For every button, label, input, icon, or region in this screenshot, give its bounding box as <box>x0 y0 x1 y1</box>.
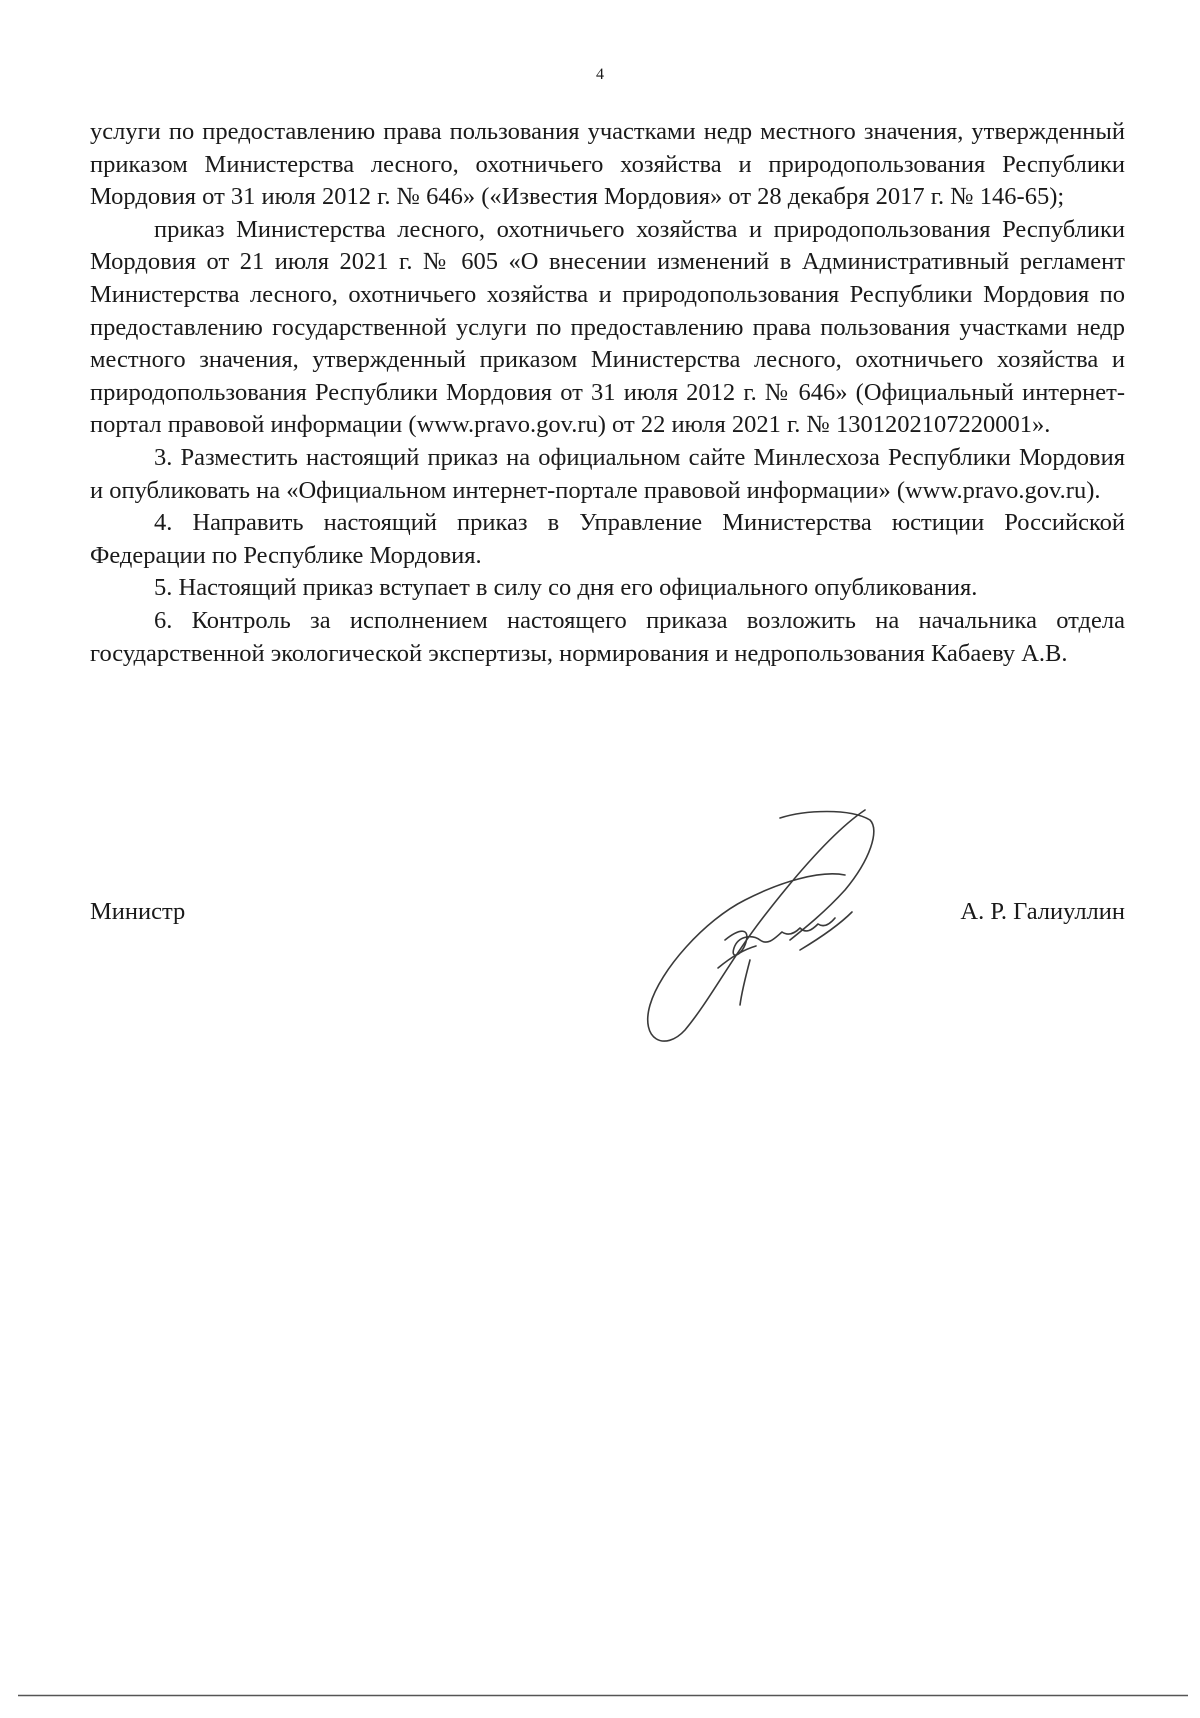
paragraph-3: 3. Разместить настоящий приказ на официальном сайте Минлесхоза Республики Мордовия и опубликовать на «Официальном интернет-портале правовой информации» (www.pravo.gov.ru). <box>90 443 1125 504</box>
handwritten-signature <box>630 800 930 1050</box>
paragraph-4: 4. Направить настоящий приказ в Управление Министерства юстиции Российской Федерации по Республике Мордовия. <box>90 509 1125 569</box>
paragraph-6: 6. Контроль за исполнением настоящего приказа возложить на начальника отдела государственной экологической экспертизы, нормирования и недропользования Кабаеву А.В. <box>90 606 1125 667</box>
signer-name: А. Р. Галиуллин <box>960 898 1125 925</box>
paragraph-5: 5. Настоящий приказ вступает в силу со дня его официального опубликования. <box>154 574 978 602</box>
scan-footer-line <box>18 1694 1188 1697</box>
page-number: 4 <box>596 66 604 83</box>
signer-title: Министр <box>90 898 186 925</box>
signature-block <box>90 896 1125 936</box>
document-body <box>90 116 1125 670</box>
paragraph-1: услуги по предоставлению права пользования участками недр местного значения, утвержденный приказом Министерства лесного, охотничьего хозяйства и природопользования Республики Мордовия от 31 июля 2012 г. № 646» («Известия Мордовия» от 28 декабря 2017 г. № 146-65); <box>90 118 1125 211</box>
paragraph-2: приказ Министерства лесного, охотничьего хозяйства и природопользования Республики Мордовия от 21 июля 2021 г. № 605 «О внесении изменений в Административный регламент Министерства лесного, охотничьего хозяйства и природопользования Республики Мордовия по предоставлению государственной услуги по предоставлению права пользования участками недр местного значения, утвержденный приказом Министерства лесного, охотничьего хозяйства и природопользования Республики Мордовия от 31 июля 2012 г. № 646» (Официальный интернет-портал правовой информации (www.pravo.gov.ru) от 22 июля 2021 г. № 1301202107220001». <box>90 215 1125 439</box>
